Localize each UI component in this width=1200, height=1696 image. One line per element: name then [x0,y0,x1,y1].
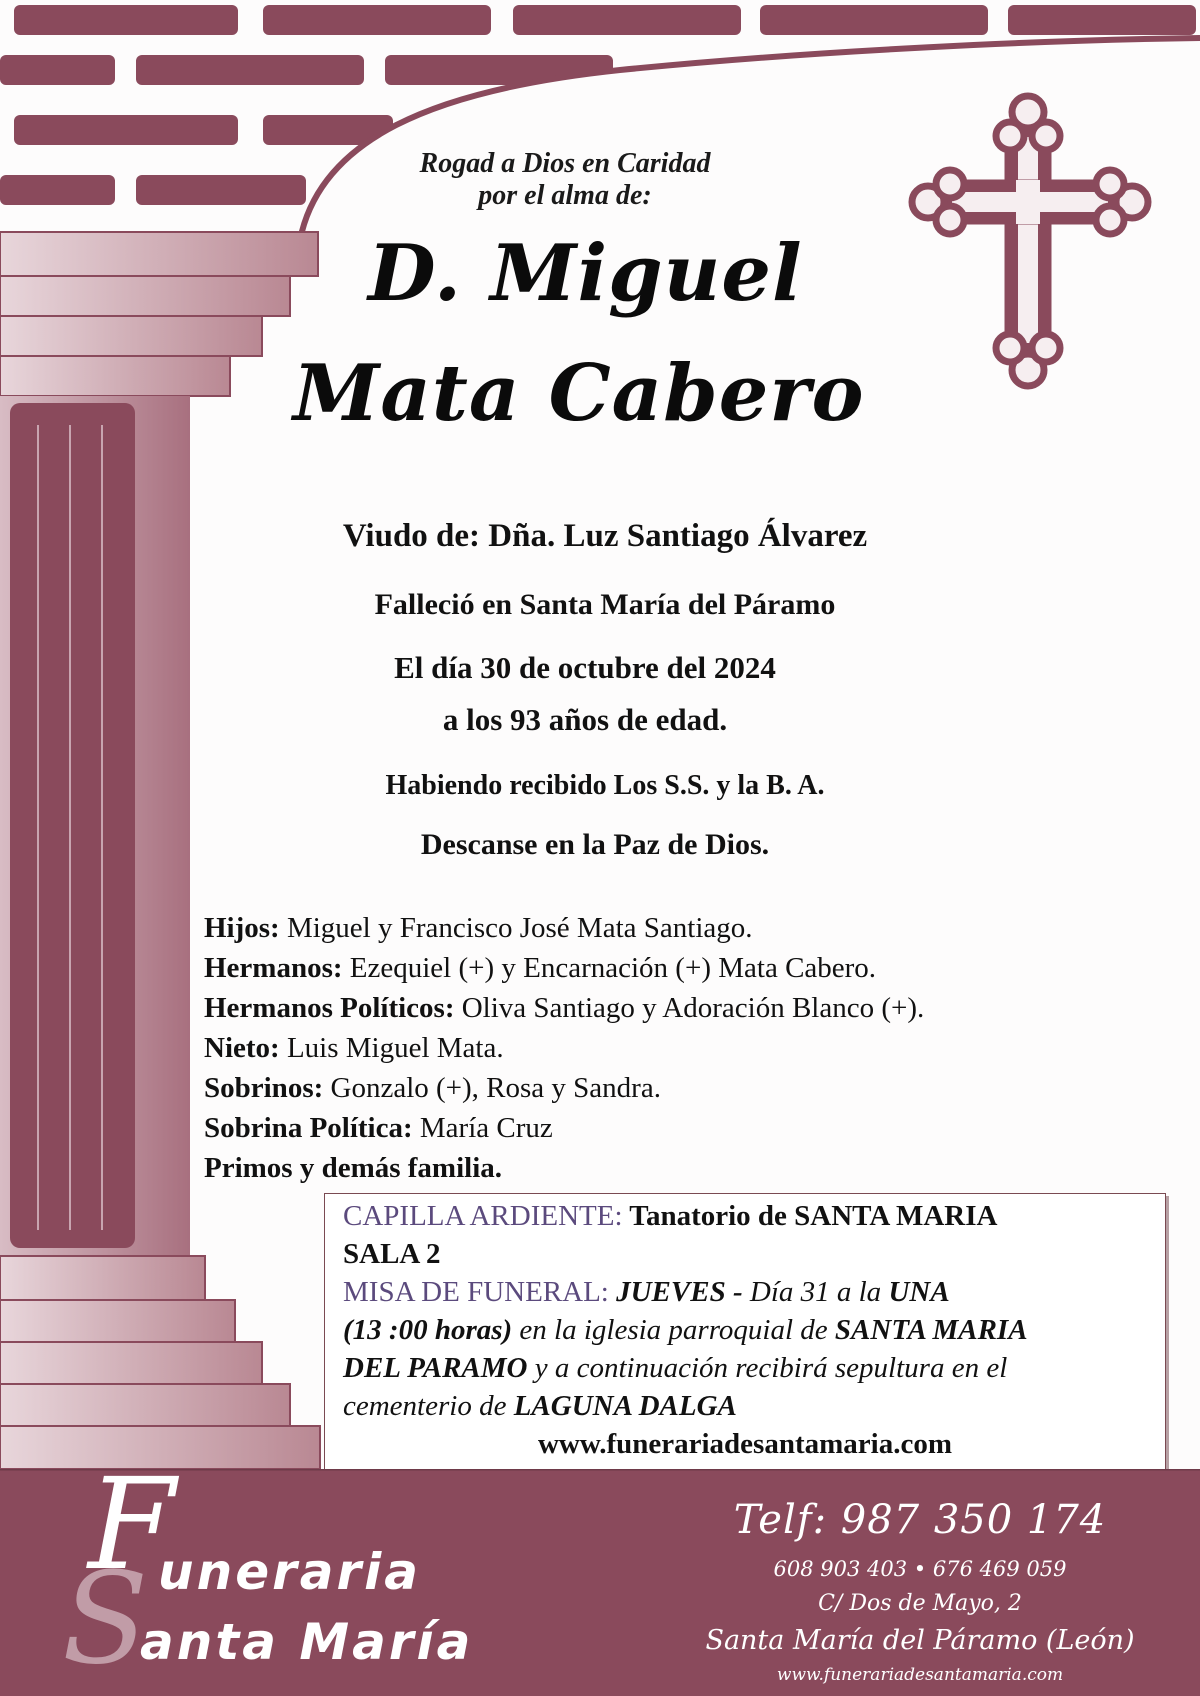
footer-website[interactable]: www.funerariadesantamaria.com [776,1665,1064,1685]
mass-day: JUEVES - [608,1276,750,1308]
room-text: SALA 2 [343,1238,441,1270]
chapel-label: CAPILLA ARDIENTE: [343,1200,623,1232]
phone: Telf: 987 350 174 [733,1497,1107,1543]
family-item [204,1148,1144,1188]
cemetery-text: cementerio de [343,1390,514,1422]
mobiles: 608 903 403 • 676 469 059 [773,1557,1067,1581]
family-item [204,988,1144,1028]
place-line [343,1352,1007,1385]
family-item [204,1028,1144,1068]
age-line: a los 93 años de edad. [442,702,728,737]
family-item [204,1108,1144,1148]
footer [0,1451,1200,1696]
header-line-2: por el alma de: [478,180,652,211]
logo-word-2: anta María [140,1613,474,1671]
header [330,148,800,212]
box-website[interactable]: www.funerariadesantamaria.com [537,1428,952,1460]
burial-text: y a continuación recibirá sepultura en el [527,1352,1008,1384]
mass-time: (13 :00 horas) [343,1314,513,1346]
chapel-text: Tanatorio de SANTA MARIA [622,1200,998,1232]
died-in-line: Falleció en Santa María del Páramo [374,588,836,621]
family-label: Hermanos: [204,952,343,984]
address: C/ Dos de Mayo, 2 [818,1591,1022,1616]
family-label: Primos y demás familia. [204,1152,503,1184]
mass-line [343,1276,950,1309]
logo-initial-s: S [62,1545,149,1692]
family-text: Miguel y Francisco José Mata Santiago. [279,912,753,944]
deceased-name-line-1: D. Miguel [368,228,803,319]
deceased-name-line-2: Mata Cabero [293,348,865,439]
family-item [204,908,1144,948]
family-label: Sobrina Política: [204,1112,413,1144]
logo-word-1: uneraria [158,1543,422,1601]
rest-line: Descanse en la Paz de Dios. [420,828,770,861]
time-line [343,1314,1028,1347]
family-label: Sobrinos: [204,1072,324,1104]
family-text: Gonzalo (+), Rosa y Sandra. [323,1072,661,1104]
family-text: Oliva Santiago y Adoración Blanco (+). [454,992,925,1024]
header-line-1: Rogad a Dios en Caridad [419,148,711,179]
column-capital [0,232,318,396]
church-place-2: DEL PARAMO [343,1352,528,1384]
column-base [0,1256,320,1469]
family-item [204,1068,1144,1108]
family-text: María Cruz [412,1112,553,1144]
family-label: Hermanos Políticos: [204,992,455,1024]
mass-hour: UNA [888,1276,950,1308]
family-list [204,908,1144,1188]
sacraments-line: Habiendo recibido Los S.S. y la B. A. [385,770,825,801]
cemetery-name: LAGUNA DALGA [513,1390,737,1422]
family-item [204,948,1144,988]
service-info-box [324,1193,1166,1470]
family-text: Luis Miguel Mata. [279,1032,504,1064]
mass-at: a la [829,1276,889,1308]
room-line [343,1238,441,1271]
widower-line: Viudo de: Dña. Luz Santiago Álvarez [342,518,868,554]
family-text: Ezequiel (+) y Encarnación (+) Mata Cabero. [342,952,877,984]
church-place-1: SANTA MARIA [834,1314,1028,1346]
logo-initial-f: F [88,1451,176,1598]
family-label: Hijos: [204,912,280,944]
mass-label: MISA DE FUNERAL: [343,1276,609,1308]
church-text: en la iglesia parroquial de [512,1314,835,1346]
date-line: El día 30 de octubre del 2024 [394,650,776,685]
family-label: Nieto: [204,1032,280,1064]
column-shaft [0,396,190,1256]
chapel-line [343,1200,997,1233]
cemetery-line [343,1390,737,1423]
mass-date: Día 31 [749,1276,830,1308]
city: Santa María del Páramo (León) [705,1625,1135,1656]
